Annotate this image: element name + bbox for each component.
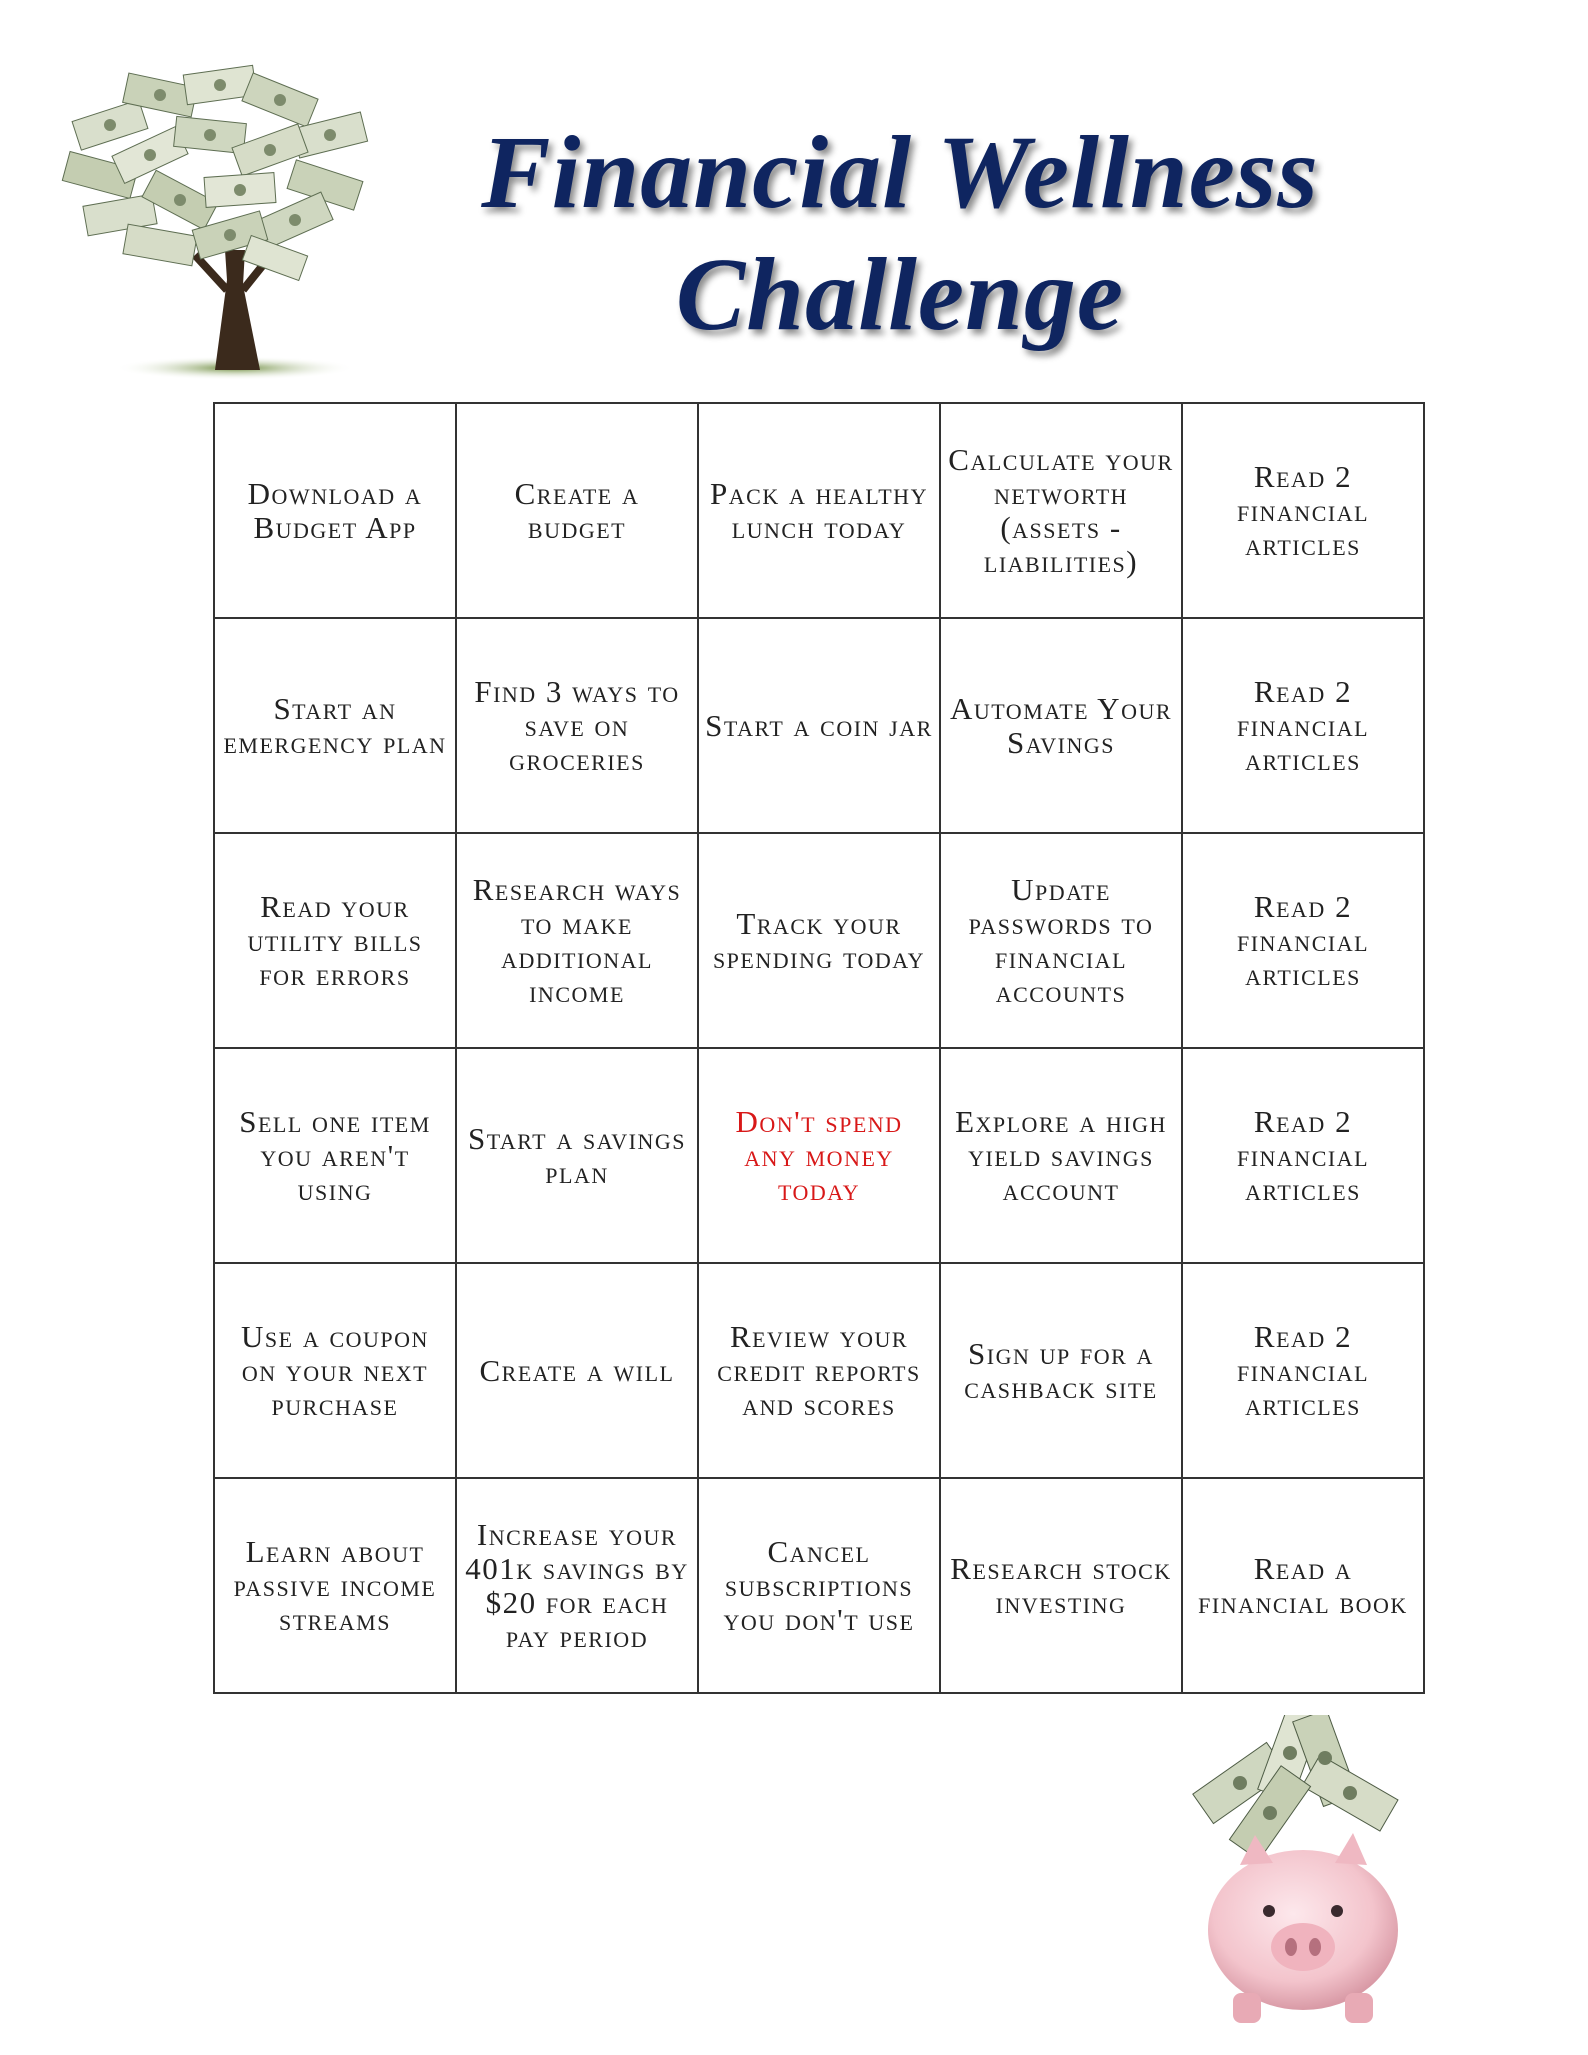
grid-cell: Read 2 financial articles bbox=[1183, 404, 1425, 619]
page-title bbox=[460, 112, 1340, 356]
grid-cell: Read a financial book bbox=[1183, 1479, 1425, 1694]
grid-cell: Automate Your Savings bbox=[941, 619, 1183, 834]
grid-cell: Learn about passive income streams bbox=[215, 1479, 457, 1694]
grid-cell: Calculate your networth (assets - liabilities) bbox=[941, 404, 1183, 619]
grid-cell: Track your spending today bbox=[699, 834, 941, 1049]
grid-cell: Read your utility bills for errors bbox=[215, 834, 457, 1049]
grid-cell: Read 2 financial articles bbox=[1183, 1049, 1425, 1264]
grid-cell: Review your credit reports and scores bbox=[699, 1264, 941, 1479]
grid-cell: Use a coupon on your next purchase bbox=[215, 1264, 457, 1479]
grid-cell: Find 3 ways to save on groceries bbox=[457, 619, 699, 834]
money-tree-icon bbox=[55, 50, 385, 380]
grid-cell: Sign up for a cashback site bbox=[941, 1264, 1183, 1479]
grid-cell: Start an emergency plan bbox=[215, 619, 457, 834]
grid-cell-highlight: Don't spend any money today bbox=[699, 1049, 941, 1264]
grid-cell: Research ways to make additional income bbox=[457, 834, 699, 1049]
grid-cell: Sell one item you aren't using bbox=[215, 1049, 457, 1264]
piggy-bank-icon bbox=[1185, 1715, 1415, 2035]
grid-cell: Pack a healthy lunch today bbox=[699, 404, 941, 619]
grid-cell: Research stock investing bbox=[941, 1479, 1183, 1694]
grid-cell: Create a budget bbox=[457, 404, 699, 619]
grid-cell: Explore a high yield savings account bbox=[941, 1049, 1183, 1264]
grid-cell: Cancel subscriptions you don't use bbox=[699, 1479, 941, 1694]
grid-cell: Read 2 financial articles bbox=[1183, 619, 1425, 834]
grid-cell: Read 2 financial articles bbox=[1183, 1264, 1425, 1479]
grid-cell: Increase your 401k savings by $20 for each pay period bbox=[457, 1479, 699, 1694]
grid-cell: Start a coin jar bbox=[699, 619, 941, 834]
title-line-2: Challenge bbox=[675, 237, 1125, 352]
grid-cell: Create a will bbox=[457, 1264, 699, 1479]
grid-cell: Start a savings plan bbox=[457, 1049, 699, 1264]
grid-cell: Update passwords to financial accounts bbox=[941, 834, 1183, 1049]
challenge-grid bbox=[213, 402, 1425, 1694]
grid-cell: Read 2 financial articles bbox=[1183, 834, 1425, 1049]
grid-cell: Download a Budget App bbox=[215, 404, 457, 619]
title-line-1: Financial Wellness bbox=[481, 115, 1319, 230]
